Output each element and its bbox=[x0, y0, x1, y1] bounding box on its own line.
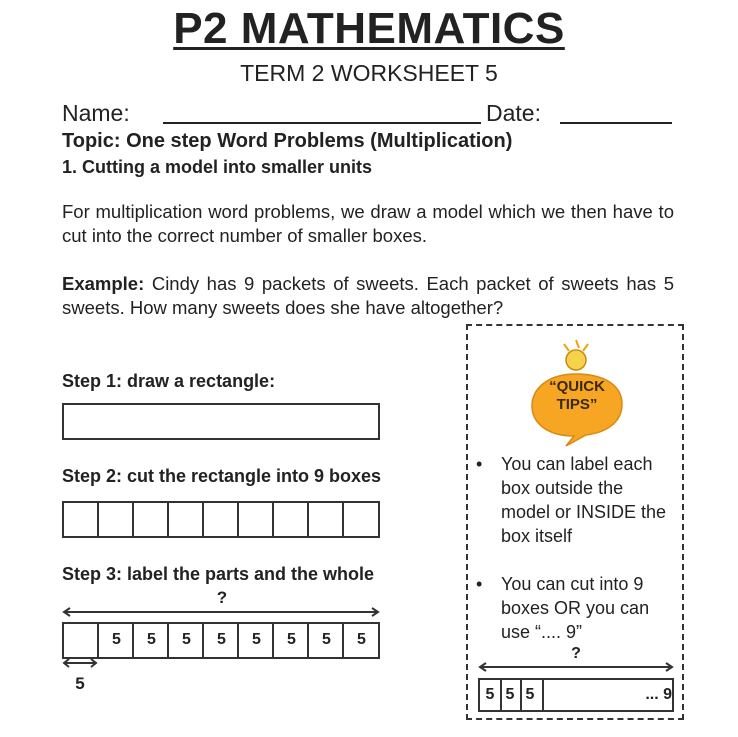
example-text: Cindy has 9 packets of sweets. Each packet of sweets has 5 sweets. How many sweets does she have altogether? bbox=[62, 273, 675, 318]
step3-label: Step 3: label the parts and the whole bbox=[62, 564, 375, 584]
topic-heading: Topic: One step Word Problems (Multiplication) bbox=[62, 130, 513, 152]
worksheet-title: P2 MATHEMATICS bbox=[173, 4, 565, 53]
box-value: 5 bbox=[112, 631, 121, 648]
step2-divider bbox=[342, 503, 344, 536]
step1-label: Step 1: draw a rectangle: bbox=[62, 371, 276, 391]
intro-paragraph: For multiplication word problems, we draw a model which we then have to cut into the correct number of smaller boxes. bbox=[62, 201, 674, 246]
name-field[interactable] bbox=[163, 99, 481, 124]
step2-divider bbox=[307, 503, 309, 536]
step2-divider bbox=[237, 503, 239, 536]
step1-rectangle bbox=[62, 403, 380, 440]
mini-whole-label: ? bbox=[571, 645, 581, 662]
whole-label: ? bbox=[216, 588, 228, 607]
box-value: 5 bbox=[322, 631, 331, 648]
step2-divider bbox=[132, 503, 134, 536]
example-paragraph bbox=[62, 272, 674, 320]
mini-box-value: 5 bbox=[505, 686, 515, 703]
step2-divider bbox=[167, 503, 169, 536]
mini-model bbox=[478, 678, 674, 712]
step2-divider bbox=[202, 503, 204, 536]
section-heading: 1. Cutting a model into smaller units bbox=[62, 157, 373, 177]
part-arrow bbox=[62, 658, 98, 668]
bullet-icon: • bbox=[476, 574, 483, 594]
worksheet-subtitle: TERM 2 WORKSHEET 5 bbox=[240, 60, 498, 86]
quick-tips-line2: TIPS” bbox=[556, 396, 598, 413]
box-value: 5 bbox=[252, 631, 261, 648]
quick-tips-line1: “QUICK bbox=[549, 378, 605, 395]
step2-divider bbox=[97, 503, 99, 536]
box-value: 5 bbox=[217, 631, 226, 648]
mini-end-label: ... 9 bbox=[645, 686, 672, 703]
whole-arrow bbox=[62, 607, 380, 617]
quick-tips-text bbox=[532, 378, 622, 414]
mini-divider bbox=[542, 680, 544, 710]
mini-box-value: 5 bbox=[525, 686, 535, 703]
tip-1: You can label each box outside the model or INSIDE the box itself bbox=[501, 454, 667, 546]
step2-divider bbox=[272, 503, 274, 536]
box-value: 5 bbox=[147, 631, 156, 648]
name-label: Name: bbox=[62, 100, 130, 126]
mini-box-value: 5 bbox=[485, 686, 495, 703]
box-value: 5 bbox=[357, 631, 366, 648]
example-label: Example: bbox=[62, 273, 145, 294]
part-label: 5 bbox=[75, 674, 85, 693]
step2-label: Step 2: cut the rectangle into 9 boxes bbox=[62, 466, 382, 486]
date-label: Date: bbox=[486, 100, 541, 126]
bullet-icon: • bbox=[476, 454, 483, 474]
step3-rectangle bbox=[62, 622, 380, 659]
box-value: 5 bbox=[287, 631, 296, 648]
step2-rectangle bbox=[62, 501, 380, 538]
box-value: 5 bbox=[182, 631, 191, 648]
tip-2: You can cut into 9 boxes OR you can use “.... 9” bbox=[501, 574, 650, 642]
mini-whole-arrow bbox=[478, 662, 674, 672]
date-field[interactable] bbox=[560, 99, 672, 124]
